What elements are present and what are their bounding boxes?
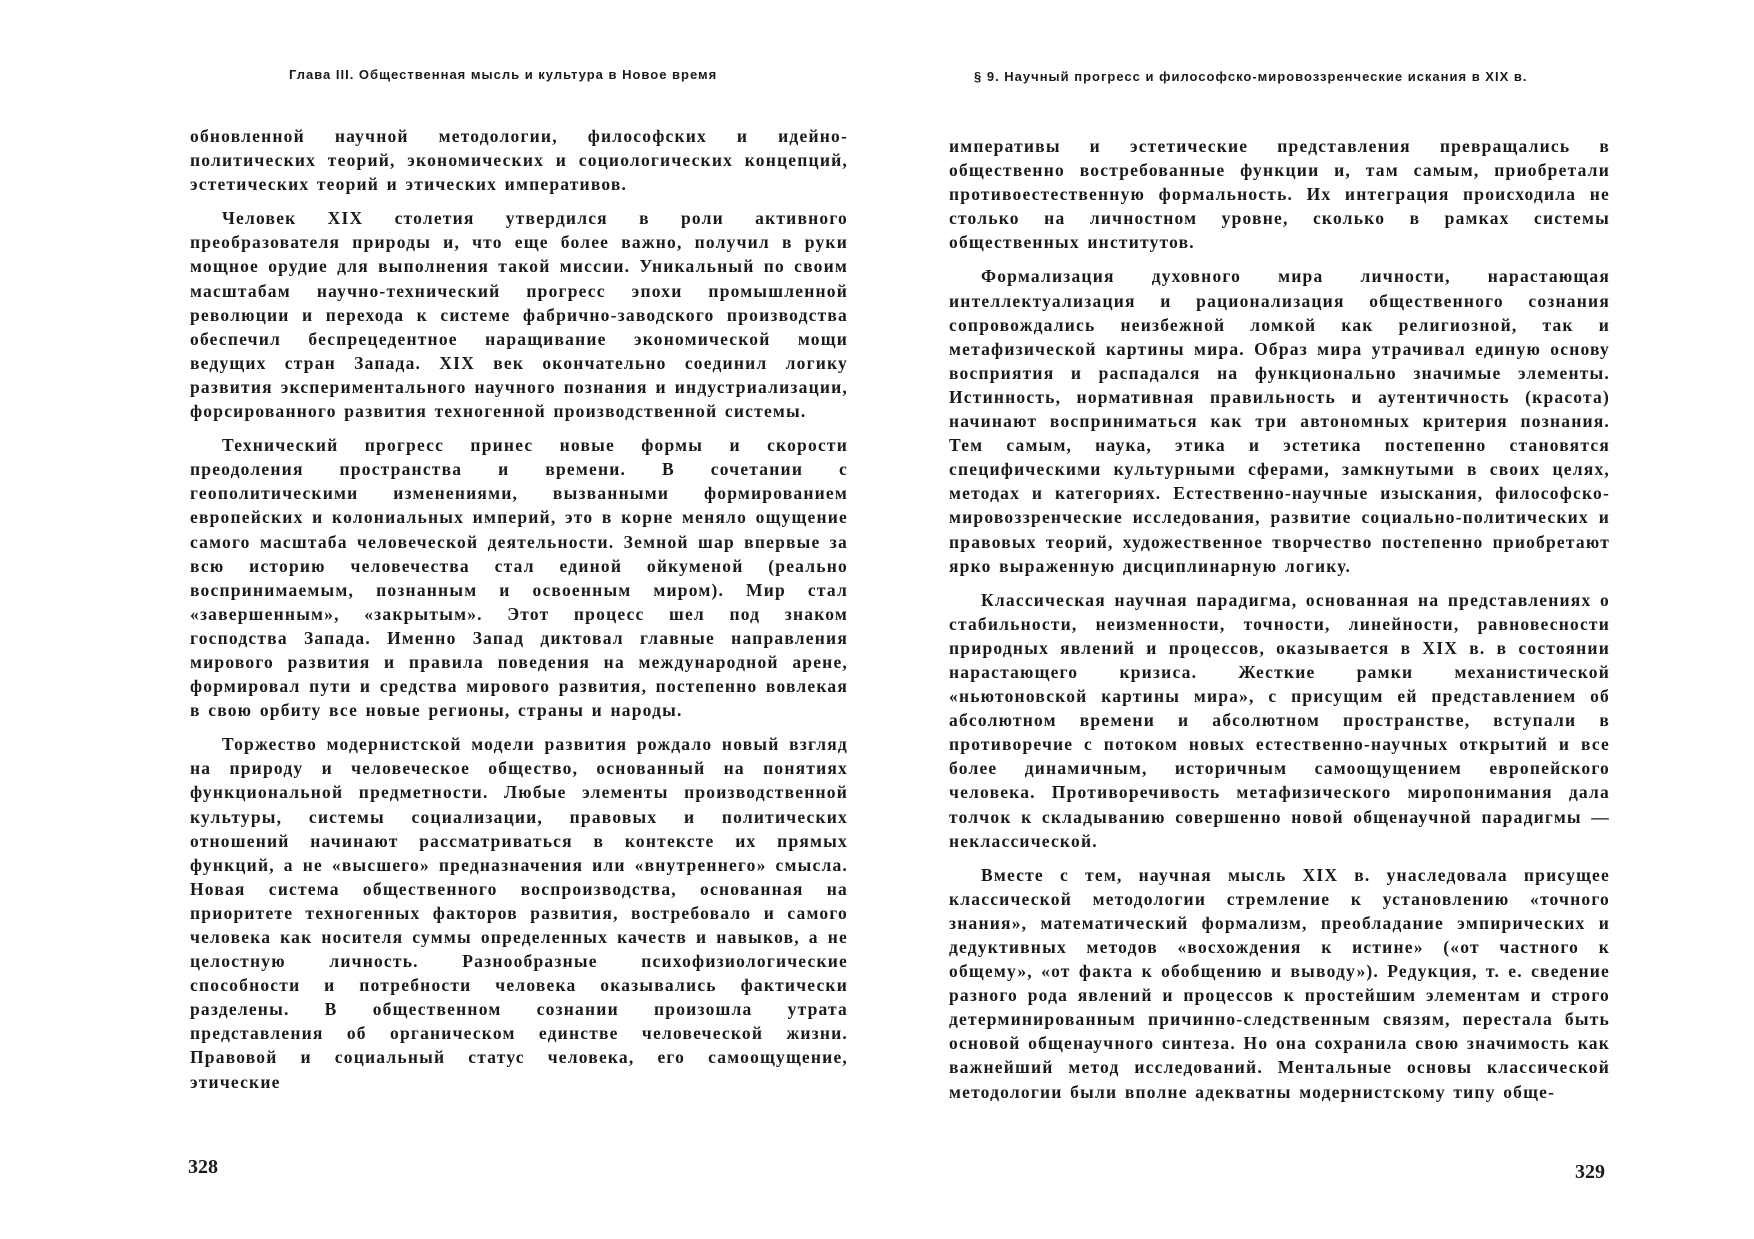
- page-number-right: 329: [1575, 1161, 1605, 1183]
- page-number-left: 328: [188, 1156, 218, 1178]
- paragraph: Человек XIX столетия утвердился в роли активного преобразователя природы и, что еще более важно, получил в руки мощное орудие для выполнения такой миссии. Уникальный по своим масштабам научно-технический прогресс эпохи промышленной революции и перехода к системе фабрично-заводского производства обеспечил беспрецедентное наращивание экономической мощи ведущих стран Запада. XIX век окончательно соединил логику развития экспериментального научного познания и индустриализации, форсированного развития техногенной производственной системы.: [190, 208, 848, 422]
- paragraph: Технический прогресс принес новые формы и скорости преодоления пространства и времени. В сочетании с геополитическими изменениями, вызванными формированием европейских и колониальных империй, это в корне меняло ощущение самого масштаба человеческой деятельности. Земной шар впервые за всю историю человечества стал единой ойкуменой (реально воспринимаемым, познанным и освоенным миром). Мир стал «завершенным», «закрытым». Этот процесс шел под знаком господства Запада. Именно Запад диктовал главные направления мирового развития и правила поведения на международной арене, формировал пути и средства мирового развития, постепенно вовлекая в свою орбиту все новые регионы, страны и народы.: [190, 435, 848, 721]
- paragraph: Вместе с тем, научная мысль XIX в. унаследовала присущее классической методологии стремление к установлению «точного знания», математический формализм, преобладание эмпирических и дедуктивных методов «восхождения к истине» («от частного к общему», «от факта к обобщению и выводу»). Редукция, т. е. сведение разного рода явлений и процессов к простейшим элементам и строго детерминированным причинно-следственным связям, перестала быть основой общенаучного синтеза. Но она сохранила свою значимость как важнейший метод исследований. Ментальные основы классической методологии были вполне адекватны модернистскому типу обще-: [949, 864, 1610, 1102]
- paragraph: Торжество модернистской модели развития рождало новый взгляд на природу и человеческое общество, основанный на понятиях функциональной предметности. Любые элементы производственной культуры, системы социализации, правовых и политических отношений начинают рассматриваться в контексте их прямых функций, а не «высшего» предназначения или «внутреннего» смысла. Новая система общественного воспроизводства, основанная на приоритете техногенных факторов развития, востребовало и самого человека как носителя суммы определенных качеств и навыков, а не целостную личность. Разнообразные психофизиологические способности и потребности человека оказывались фактически разделены. В общественном сознании произошла утрата представления об органическом единстве человеческой жизни. Правовой и социальный статус человека, его самоощущение, этические: [190, 734, 848, 1092]
- paragraph: обновленной научной методологии, философских и идейно-политических теорий, экономических и социологических концепций, эстетических теорий и этических императивов.: [190, 126, 848, 195]
- body-text-left: [190, 124, 848, 1104]
- body-text-right: [949, 134, 1610, 1114]
- paragraph: Формализация духовного мира личности, нарастающая интеллектуализация и рационализация общественного сознания сопровождались неизбежной ломкой как религиозной, так и метафизической картины мира. Образ мира утрачивал единую основу восприятия и распадался на функционально значимые элементы. Истинность, нормативная правильность и аутентичность (красота) начинают восприниматься как три автономных критерия познания. Тем самым, наука, этика и эстетика постепенно становятся специфическими культурными сферами, замкнутыми в своих целях, методах и категориях. Естественно-научные изыскания, философско-мировоззренческие исследования, развитие социально-политических и правовых теорий, художественное творчество постепенно приобретают ярко выраженную дисциплинарную логику.: [949, 266, 1610, 576]
- paragraph: Классическая научная парадигма, основанная на представлениях о стабильности, неизменности, точности, линейности, равновесности природных явлений и процессов, оказывается в XIX в. в состоянии нарастающего кризиса. Жесткие рамки механистической «ньютоновской картины мира», с присущим ей представлением об абсолютном времени и абсолютном пространстве, вступали в противоречие с потоком новых естественно-научных открытий и все более динамичным, историчным самоощущением европейского человека. Противоречивость метафизического миропонимания дала толчок к складыванию совершенно новой общенаучной парадигмы — неклассической.: [949, 589, 1610, 851]
- running-head-left: Глава III. Общественная мысль и культура в Новое время: [289, 67, 718, 82]
- right-page: [877, 0, 1754, 1239]
- paragraph: императивы и эстетические представления превращались в общественно востребованные функции и, там самым, приобретали противоестественную формальность. Их интеграция происходила не столько на личностном уровне, сколько в рамках системы общественных институтов.: [949, 136, 1610, 253]
- running-head-right: § 9. Научный прогресс и философско-мировоззренческие искания в XIX в.: [974, 69, 1528, 84]
